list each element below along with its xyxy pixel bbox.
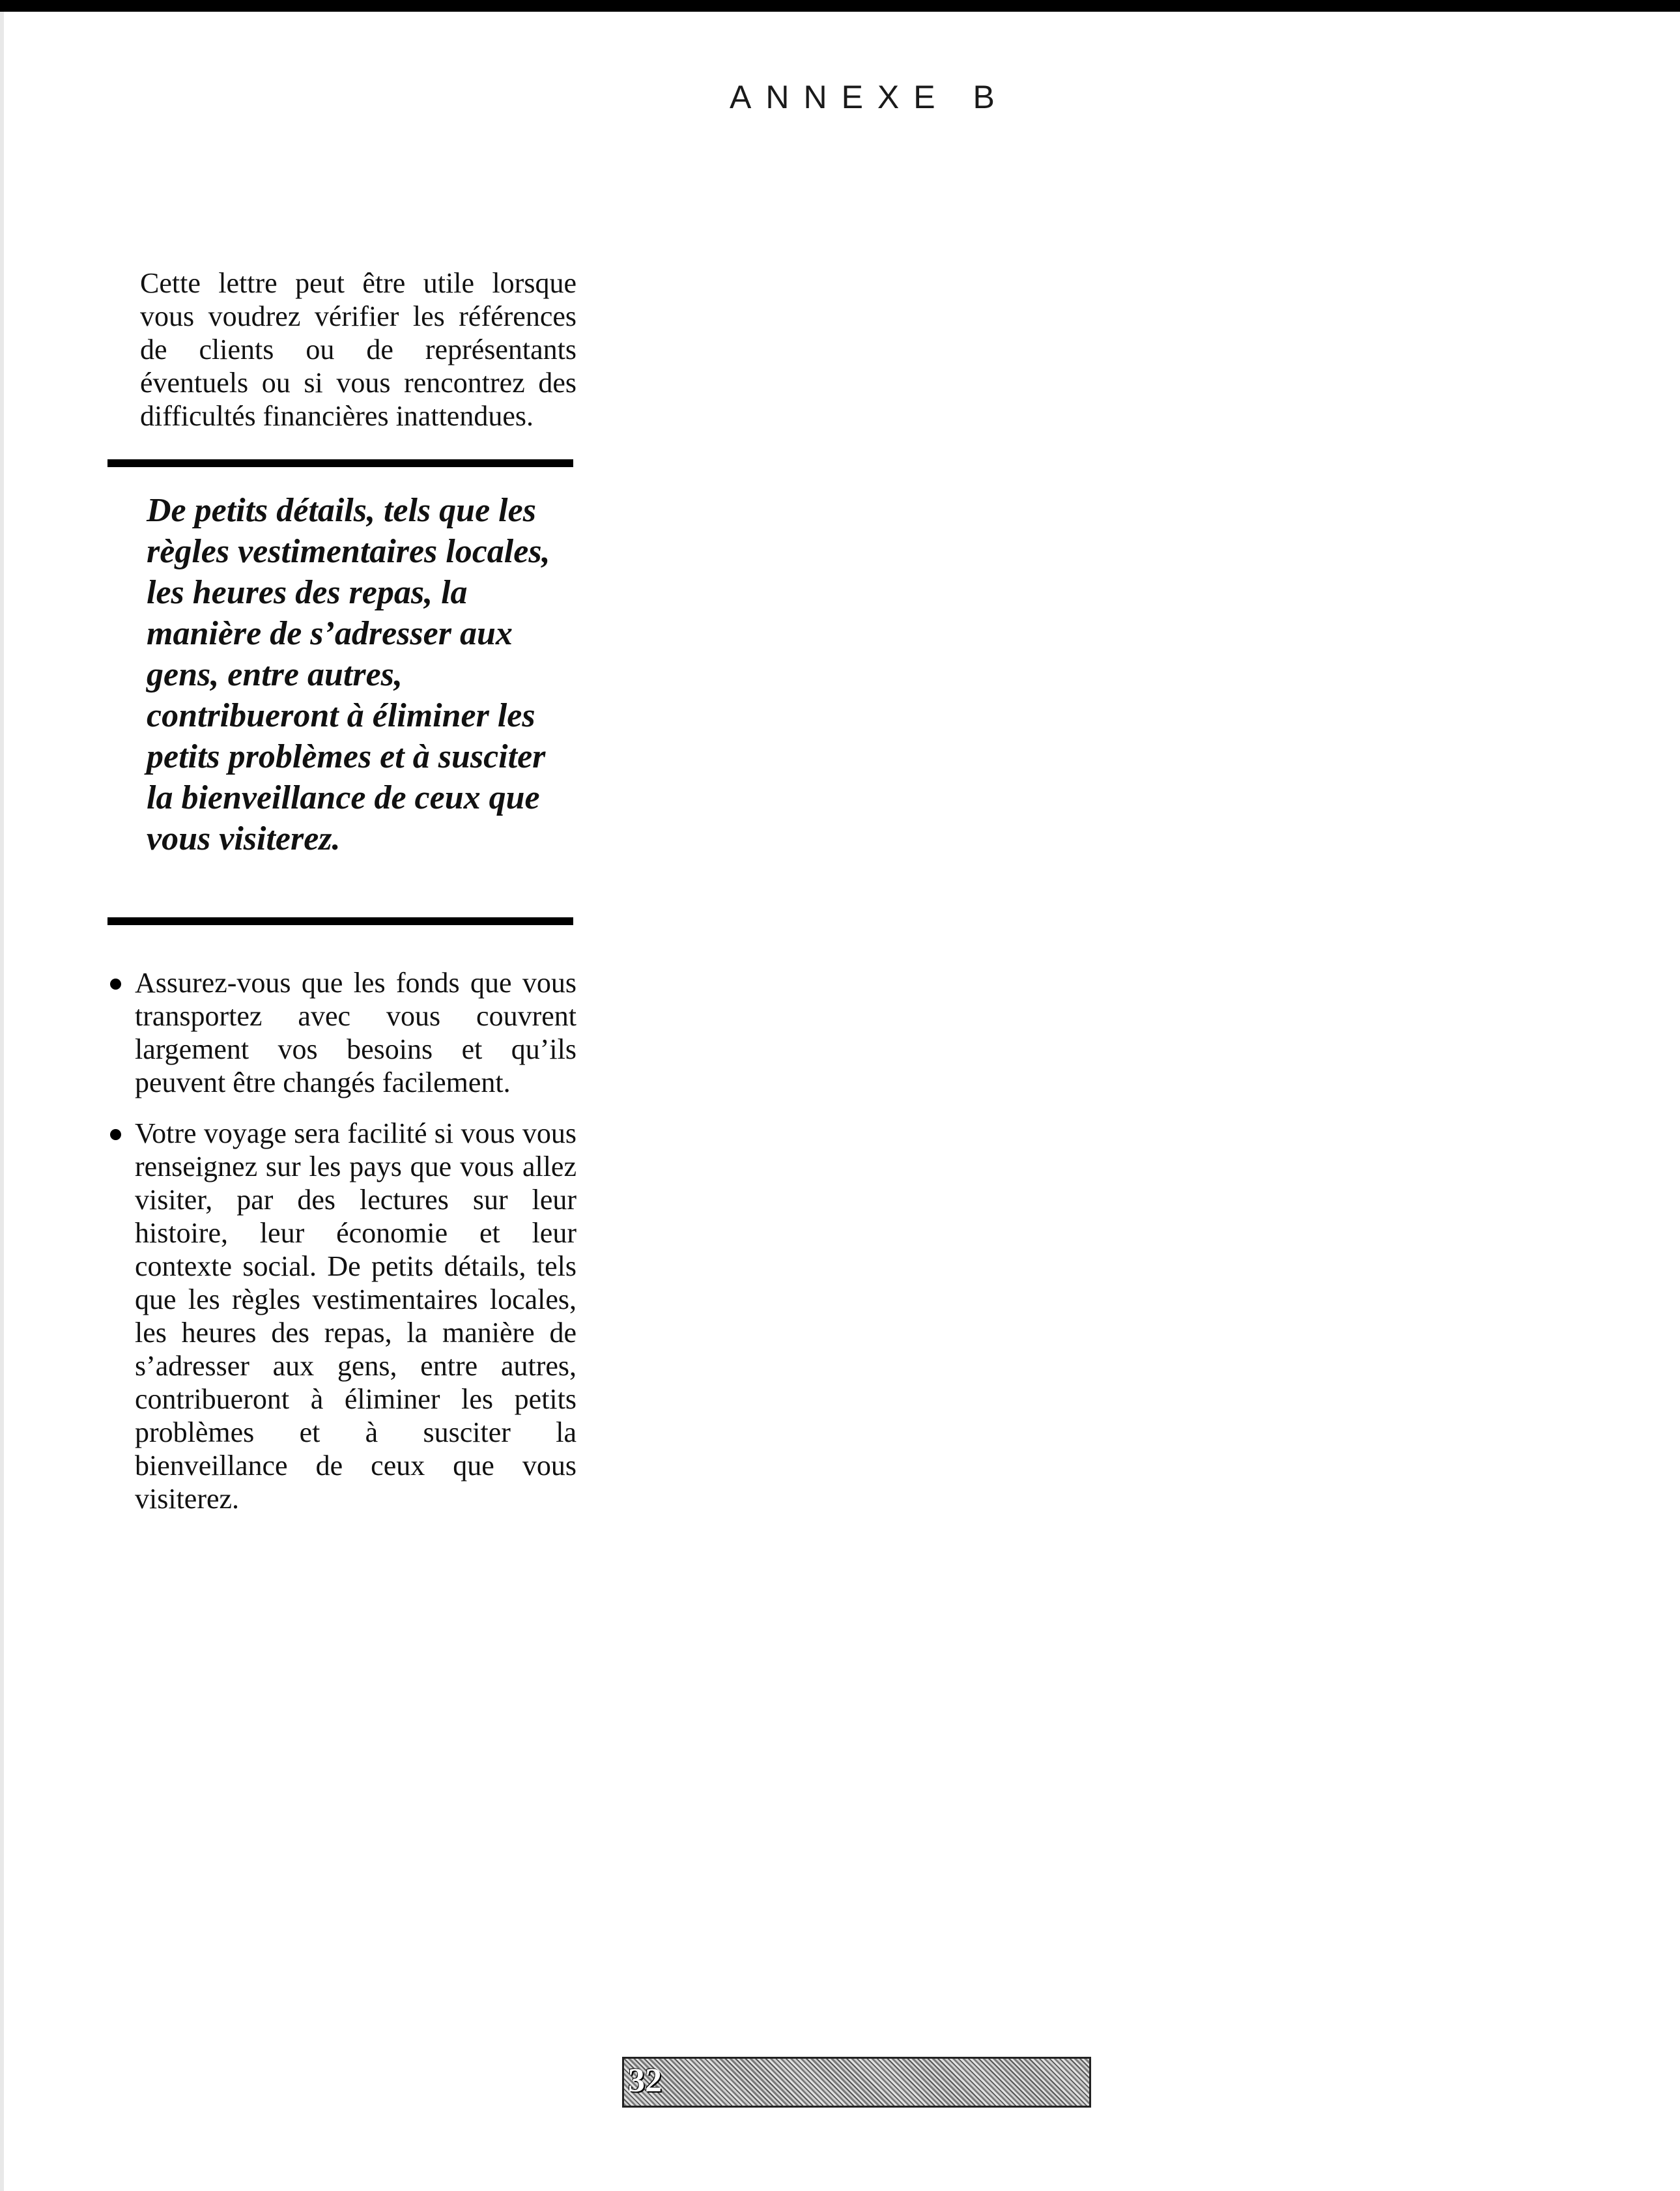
page-number-badge [622,2057,1091,2108]
page-number: 32 [628,2062,662,2099]
annex-title: ANNEXE B [730,79,1009,115]
pullquote-bottom-rule [107,917,573,925]
top-border [0,0,1680,12]
bullet-icon [110,1129,121,1140]
list-item [107,966,577,1099]
bullet-icon [110,979,121,990]
list-item-text: Votre voyage sera facilité si vous vous renseignez sur les pays que vous allez visiter, par des lectures sur leur histoire, leur économie et leur contexte social. De petits détails, tels que les règles vestimentaires locales, les heures des repas, la manière de s’adresser aux gens, entre autres, contribueront à éliminer les petits problèmes et à susciter la bienveillance de ceux que vous visiterez. [135,1117,577,1515]
list-item [107,1117,577,1515]
pullquote-top-rule [107,459,573,467]
scan-edge [0,12,4,2191]
list-item-text: Assurez-vous que les fonds que vous transportez avec vous couvrent largement vos besoins et qu’ils peuvent être changés facilement. [135,967,577,1098]
bullet-list [107,966,577,1533]
intro-paragraph: Cette lettre peut être utile lorsque vous voudrez vérifier les références de clients ou de représentants éventuels ou si vous rencontrez des difficultés financières inattendues. [140,267,577,432]
pullquote: De petits détails, tels que les règles vestimentaires locales, les heures des repas, la manière de s’adresser aux gens, entre autres, contribueront à éliminer les petits problèmes et à susciter la bienveillance de ceux que vous visiterez. [147,492,550,857]
